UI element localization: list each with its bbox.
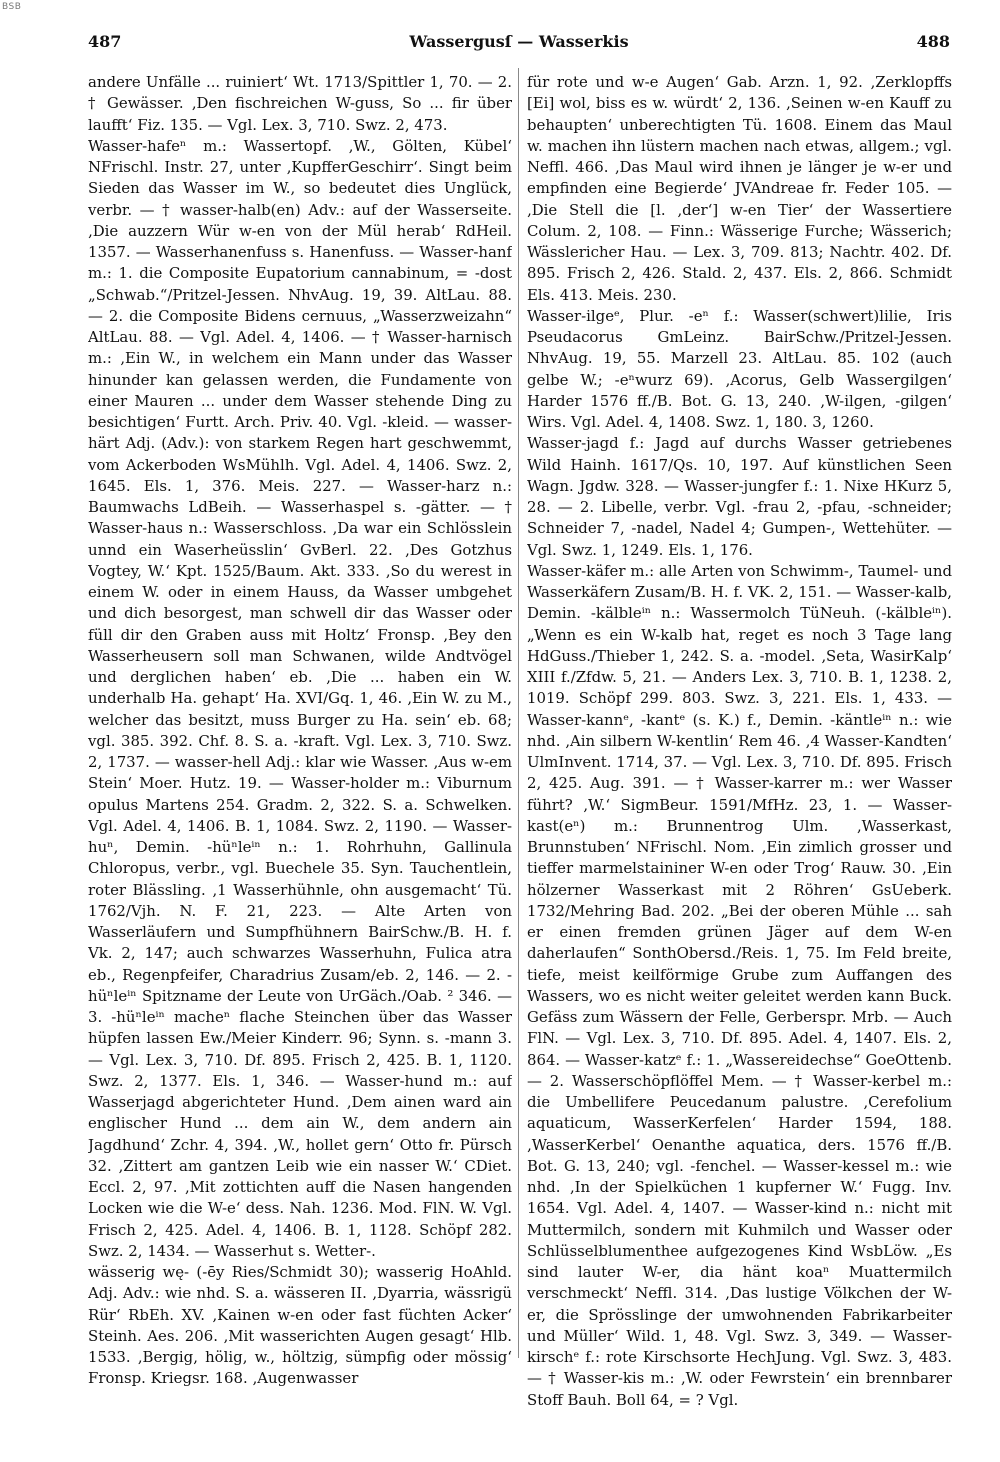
column-divider: [518, 68, 519, 1358]
left-column: [88, 72, 512, 1434]
entry-paragraph: Wasser-jagd f.: Jagd auf durchs Wasser getriebenes Wild Hainh. 1617/Qs. 10, 197. Auf künstlichen Seen Wagn. Jgdw. 328. — Wasser-jungfer f.: 1. Nixe HKurz 5, 28. — 2. Libelle, verbr. Vgl. -frau 2, -pfau, -schneider; Schneider 7, -nadel, Nadel 4; Gumpen-, Wettehüter. — Vgl. Swz. 1, 1249. Els. 1, 176.: [527, 434, 952, 559]
page-header: [88, 32, 950, 54]
entry-paragraph: für rote und w-e Augen‘ Gab. Arzn. 1, 92. ‚Zerklopffs [Ei] wol, biss es w. würdt‘ 2, 136. ‚Seinen w-en Kauff zu behaupten‘ unberechtigten Tü. 1608. Einem das Maul w. machen ihn lüstern machen nach etwas, allgem.; vgl. Neffl. 466. ‚Das Maul wird ihnen je länger je w-er und empfinden eine Begierde‘ JVAndreae fr. Feder 105. — ‚Die Stell die [l. ‚der‘] w-en Tier‘ der Wassertiere Colum. 2, 108. — Finn.: Wässerige Furche; Wässerich; Wässlericher Hau. — Lex. 3, 709. 813; Nachtr. 402. Df. 895. Frisch 2, 426. Stald. 2, 437. Els. 2, 866. Schmidt Els. 413. Meis. 230.: [527, 73, 952, 304]
entry-paragraph: andere Unfälle ... ruiniert‘ Wt. 1713/Spittler 1, 70. — 2. † Gewässer. ‚Den fischreichen W-guss, So ... fir über laufft‘ Fiz. 135. — Vgl. Lex. 3, 710. Swz. 2, 473.: [88, 73, 512, 134]
entry-paragraph: Wasser-ilgeᵉ, Plur. -eⁿ f.: Wasser(schwert)lilie, Iris Pseudacorus GmLeinz. BairSchw./Pritzel-Jessen. NhvAug. 19, 55. Marzell 23. AltLau. 85. 102 (auch gelbe W.; -eⁿwurz 69). ‚Acorus, Gelb Wassergilgen‘ Harder 1576 ff./B. Bot. G. 13, 240. ‚W-ilgen, -gilgen‘ Wirs. Vgl. Adel. 4, 1408. Swz. 1, 180. 3, 1260.: [527, 306, 952, 431]
running-title: Wassergusſ — Wasserkis: [409, 32, 629, 51]
page-number-left: 487: [88, 32, 122, 51]
entry-paragraph: wässerig wę- (-ēy Ries/Schmidt 30); wasserig HoAhld. Adj. Adv.: wie nhd. S. a. wässeren II. ‚Dyarria, wässrigü Rür‘ RbEh. XV. ‚Kainen w-en oder fast füchten Acker‘ Steinh. Aes. 206. ‚Mit wasserichten Augen gesagt‘ Hlb. 1533. ‚Bergig, hölig, w., höltzig, sümpfig oder mössig‘ Fronsp. Kriegsr. 168. ‚Augenwasser: [88, 1263, 512, 1388]
right-column: [527, 72, 952, 1434]
library-stamp: BSB: [2, 2, 22, 12]
entry-paragraph: Wasser-hafeⁿ m.: Wassertopf. ‚W., Gölten, Kübel‘ NFrischl. Instr. 27, unter ‚KupfferGeschirr‘. Singt beim Sieden das Wasser im W., so bedeutet dies Unglück, verbr. — † wasser-halb(en) Adv.: auf der Wasserseite. ‚Die auzzern Wür w-en von der Mül herab‘ RdHeil. 1357. — Wasserhanenfuss s. Hanenfuss. — Wasser-hanf m.: 1. die Composite Eupatorium cannabinum, = -dost „Schwab.“/Pritzel-Jessen. NhvAug. 19, 39. AltLau. 88. — 2. die Composite Bidens cernuus, „Wasserzweizahn“ AltLau. 88. — Vgl. Adel. 4, 1406. — † Wasser-harnisch m.: ‚Ein W., in welchem ein Mann under das Wasser hinunder kan gelassen werden, die Fundamente von einer Mauren ... under dem Wasser stehende Ding zu besichtigen‘ Furtt. Arch. Priv. 40. Vgl. -kleid. — wasser-härt Adj. (Adv.): von starkem Regen hart geschwemmt, vom Ackerboden WsMühlh. Vgl. Adel. 4, 1406. Swz. 2, 1645. Els. 1, 376. Meis. 227. — Wasser-harz n.: Baumwachs LdBeih. — Wasserhaspel s. -gätter. — † Wasser-haus n.: Wasserschloss. ‚Da war ein Schlösslein unnd ein Waserheüsslin‘ GvBerl. 22. ‚Des Gotzhus Vogtey, W.‘ Kpt. 1525/Baum. Akt. 333. ‚So du werest in einem W. oder in einem Hauss, da Wasser umbgehet und dich besorgest, man schwell dir das Wasser oder füll dir den Graben auss mit Holtz‘ Fronsp. ‚Bey den Wasserheusern soll man Schwanen, wilde Andtvögel und derglichen haben‘ eb. ‚Die ... haben ein W. underhalb Ha. gehapt‘ Ha. XVI/Gq. 1, 46. ‚Ein W. zu M., welcher das besitzt, muss Burger zu Ha. sein‘ eb. 68; vgl. 385. 392. Chf. 8. S. a. -kraft. Vgl. Lex. 3, 710. Swz. 2, 1737. — wasser-hell Adj.: klar wie Wasser. ‚Aus w-em Stein‘ Moer. Hutz. 19. — Wasser-holder m.: Viburnum opulus Martens 254. Gradm. 2, 322. S. a. Schwelken. Vgl. Adel. 4, 1406. B. 1, 1084. Swz. 2, 1190. — Wasser-huⁿ, Demin. -hüⁿleⁱⁿ n.: 1. Rohrhuhn, Gallinula Chloropus, verbr., vgl. Buechele 35. Syn. Tauchentlein, roter Blässling. ‚1 Wasserhühnle, ohn ausgemacht‘ Tü. 1762/Vjh. N. F. 21, 223. — Alte Arten von Wasserläufern und Sumpfhühnern BairSchw./B. H. f. Vk. 2, 147; auch schwarzes Wasserhuhn, Fulica atra eb., Regenpfeifer, Charadrius Zusam/eb. 2, 146. — 2. -hüⁿleⁱⁿ Spitzname der Leute von UrGäch./Oab. ² 346. — 3. -hüⁿleⁱⁿ macheⁿ flache Steinchen über das Wasser hüpfen lassen Ew./Meier Kinderr. 96; Synn. s. -mann 3. — Vgl. Lex. 3, 710. Df. 895. Frisch 2, 425. B. 1, 1120. Swz. 2, 1377. Els. 1, 346. — Wasser-hund m.: auf Wasserjagd abgerichteter Hund. ‚Dem ainen ward ain englischer Hund ... dem ain W., dem andern ain Jagdhund‘ Zchr. 4, 394. ‚W., hollet gern‘ Otto fr. Pürsch 32. ‚Zittert am gantzen Leib wie ein nasser W.‘ CDiet. Eccl. 2, 97. ‚Mit zottichten auff die Nasen hangenden Locken wie die W-e‘ dess. Nah. 1236. Mod. FlN. W. Vgl. Frisch 2, 425. Adel. 4, 1406. B. 1, 1128. Schöpf 282. Swz. 2, 1434. — Wasserhut s. Wetter-.: [88, 136, 512, 1260]
entry-paragraph: Wasser-käfer m.: alle Arten von Schwimm-, Taumel- und Wasserkäfern Zusam/B. H. f. VK. 2, 151. — Wasser-kalb, Demin. -kälbleⁱⁿ n.: Wassermolch TüNeuh. (-kälbleⁱⁿ). „Wenn es ein W-kalb hat, reget es noch 3 Tage lang HdGuss./Thieber 1, 242. S. a. -model. ‚Seta, WasirKalp‘ XIII f./Zfdw. 5, 21. — Anders Lex. 3, 710. B. 1, 1238. 2, 1019. Schöpf 299. 803. Swz. 3, 221. Els. 1, 433. — Wasser-kannᵉ, -kantᵉ (s. K.) f., Demin. -käntleⁱⁿ n.: wie nhd. ‚Ain silbern W-kentlin‘ Rem 46. ‚4 Wasser-Kandten‘ UlmInvent. 1714, 37. — Vgl. Lex. 3, 710. Df. 895. Frisch 2, 425. Aug. 391. — † Wasser-karrer m.: wer Wasser führt? ‚W.‘ SigmBeur. 1591/MfHz. 23, 1. — Wasser-kast(eⁿ) m.: Brunnentrog Ulm. ‚Wasserkast, Brunnstuben‘ NFrischl. Nom. ‚Ein zimlich grosser und tieffer marmelstaininer W-en oder Trog‘ Rauw. 30. ‚Ein hölzerner Wasserkast mit 2 Röhren‘ GsUeberk. 1732/Mehring Bad. 202. „Bei der oberen Mühle ... sah er einen fremden grünen Jäger auf dem W-en daherlaufen“ SonthObersd./Reis. 1, 75. Im Feld breite, tiefe, meist keilförmige Grube zum Auffangen des Wassers, wo es nicht weiter geleitet werden kann Buck. Gefäss zum Wässern der Felle, Gerberspr. Mrb. — Auch FlN. — Vgl. Lex. 3, 710. Df. 895. Adel. 4, 1407. Els. 2, 864. — Wasser-katzᵉ f.: 1. „Wassereidechse“ GoeOttenb. — 2. Wasserschöpflöffel Mem. — † Wasser-kerbel m.: die Umbellifere Peucedanum palustre. ‚Cerefolium aquaticum, WasserKerfelen‘ Harder 1594, 188. ‚WasserKerbel‘ Oenanthe aquatica, ders. 1576 ff./B. Bot. G. 13, 240; vgl. -fenchel. — Wasser-kessel m.: wie nhd. ‚In der Spielküchen 1 kupferner W.‘ Fugg. Inv. 1654. Vgl. Adel. 4, 1407. — Wasser-kind n.: nicht mit Muttermilch, sondern mit Kuhmilch und Wasser oder Schlüsselblumenthee aufgezogenes Kind WsbLöw. „Es sind lauter W-er, dia hänt koaⁿ Muattermilch verschmeckt‘ Neffl. 314. ‚Das lustige Völkchen der W-er, die Sprösslinge der umwohnenden Fabrikarbeiter und Müller‘ Wild. 1, 48. Vgl. Swz. 3, 349. — Wasser-kirschᵉ f.: rote Kirschsorte HechJung. Vgl. Swz. 3, 483. — † Wasser-kis m.: ‚W. oder Fewrstein‘ ein brennbarer Stoff Bauh. Boll 64, = ? Vgl.: [527, 561, 952, 1409]
page-number-right: 488: [916, 32, 950, 51]
